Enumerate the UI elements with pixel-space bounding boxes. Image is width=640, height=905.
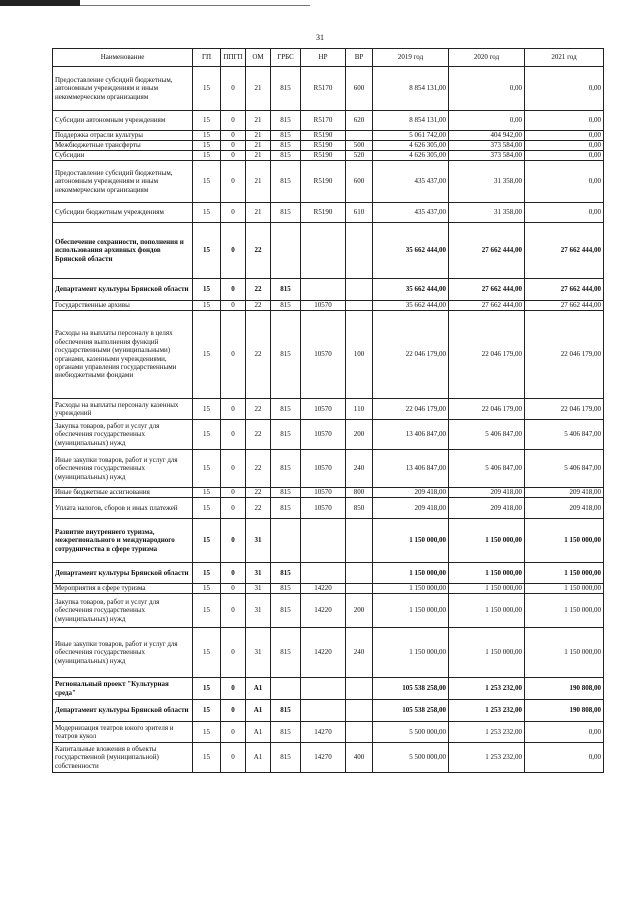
header-gp: ГП bbox=[193, 49, 221, 67]
cell-ppgp: 0 bbox=[221, 519, 246, 563]
cell-nr: 14220 bbox=[301, 628, 346, 678]
cell-y2021: 5 406 847,00 bbox=[525, 450, 604, 488]
header-nr: НР bbox=[301, 49, 346, 67]
cell-y2020: 1 150 000,00 bbox=[449, 519, 525, 563]
cell-ppgp: 0 bbox=[221, 141, 246, 151]
cell-y2021: 27 662 444,00 bbox=[525, 223, 604, 279]
cell-y2020: 1 253 232,00 bbox=[449, 743, 525, 773]
cell-vr bbox=[346, 700, 373, 722]
cell-om: 22 bbox=[246, 311, 271, 399]
table-row bbox=[53, 311, 604, 399]
cell-y2020: 404 942,00 bbox=[449, 131, 525, 141]
cell-ppgp: 0 bbox=[221, 488, 246, 498]
cell-nr bbox=[301, 563, 346, 584]
cell-om: 22 bbox=[246, 301, 271, 311]
cell-ppgp: 0 bbox=[221, 563, 246, 584]
cell-vr bbox=[346, 301, 373, 311]
cell-name: Иные закупки товаров, работ и услуг для обеспечения государственных (муниципальных) нужд bbox=[53, 628, 193, 678]
cell-gp: 15 bbox=[193, 131, 221, 141]
cell-grbs bbox=[271, 678, 301, 700]
cell-y2020: 1 150 000,00 bbox=[449, 563, 525, 584]
cell-gp: 15 bbox=[193, 141, 221, 151]
cell-y2020: 1 150 000,00 bbox=[449, 628, 525, 678]
cell-vr: 800 bbox=[346, 488, 373, 498]
cell-ppgp: 0 bbox=[221, 399, 246, 420]
cell-om: 22 bbox=[246, 223, 271, 279]
cell-ppgp: 0 bbox=[221, 584, 246, 594]
cell-y2019: 5 500 000,00 bbox=[373, 722, 449, 743]
cell-nr: R5170 bbox=[301, 111, 346, 131]
cell-name: Департамент культуры Брянской области bbox=[53, 563, 193, 584]
cell-om: A1 bbox=[246, 700, 271, 722]
cell-name: Субсидии bbox=[53, 151, 193, 161]
cell-y2019: 209 418,00 bbox=[373, 498, 449, 519]
cell-y2020: 5 406 847,00 bbox=[449, 420, 525, 450]
cell-y2019: 1 150 000,00 bbox=[373, 563, 449, 584]
cell-om: 31 bbox=[246, 628, 271, 678]
cell-y2019: 35 662 444,00 bbox=[373, 279, 449, 301]
cell-name: Расходы на выплаты персоналу казенных учреждений bbox=[53, 399, 193, 420]
cell-vr: 520 bbox=[346, 151, 373, 161]
table-row bbox=[53, 279, 604, 301]
table-row bbox=[53, 488, 604, 498]
cell-nr: 14270 bbox=[301, 722, 346, 743]
cell-y2021: 0,00 bbox=[525, 743, 604, 773]
cell-name: Предоставление субсидий бюджетным, автономным учреждениям и иным некоммерческим организациям bbox=[53, 161, 193, 203]
header-name: Наименование bbox=[53, 49, 193, 67]
cell-nr: 14270 bbox=[301, 743, 346, 773]
cell-y2019: 4 626 305,00 bbox=[373, 141, 449, 151]
cell-y2019: 1 150 000,00 bbox=[373, 628, 449, 678]
header-2020: 2020 год bbox=[449, 49, 525, 67]
cell-y2020: 1 253 232,00 bbox=[449, 678, 525, 700]
cell-y2021: 22 046 179,00 bbox=[525, 399, 604, 420]
cell-grbs: 815 bbox=[271, 151, 301, 161]
cell-y2019: 8 854 131,00 bbox=[373, 67, 449, 111]
cell-y2020: 373 584,00 bbox=[449, 151, 525, 161]
cell-gp: 15 bbox=[193, 279, 221, 301]
cell-y2019: 1 150 000,00 bbox=[373, 594, 449, 628]
table-row bbox=[53, 519, 604, 563]
cell-grbs: 815 bbox=[271, 111, 301, 131]
cell-nr bbox=[301, 279, 346, 301]
cell-y2021: 0,00 bbox=[525, 161, 604, 203]
cell-y2019: 105 538 258,00 bbox=[373, 678, 449, 700]
cell-gp: 15 bbox=[193, 301, 221, 311]
cell-y2019: 13 406 847,00 bbox=[373, 420, 449, 450]
cell-gp: 15 bbox=[193, 700, 221, 722]
cell-name: Мероприятия в сфере туризма bbox=[53, 584, 193, 594]
cell-y2020: 0,00 bbox=[449, 111, 525, 131]
cell-grbs: 815 bbox=[271, 67, 301, 111]
cell-gp: 15 bbox=[193, 678, 221, 700]
cell-vr bbox=[346, 678, 373, 700]
cell-y2021: 0,00 bbox=[525, 111, 604, 131]
cell-grbs: 815 bbox=[271, 498, 301, 519]
table-row bbox=[53, 223, 604, 279]
cell-nr bbox=[301, 519, 346, 563]
cell-gp: 15 bbox=[193, 594, 221, 628]
cell-grbs: 815 bbox=[271, 722, 301, 743]
cell-vr: 240 bbox=[346, 450, 373, 488]
cell-gp: 15 bbox=[193, 151, 221, 161]
table-row bbox=[53, 722, 604, 743]
table-row bbox=[53, 584, 604, 594]
cell-nr: R5190 bbox=[301, 203, 346, 223]
cell-name: Закупка товаров, работ и услуг для обеспечения государственных (муниципальных) нужд bbox=[53, 594, 193, 628]
table-row bbox=[53, 67, 604, 111]
cell-om: 22 bbox=[246, 420, 271, 450]
cell-name: Департамент культуры Брянской области bbox=[53, 700, 193, 722]
cell-vr: 200 bbox=[346, 420, 373, 450]
cell-grbs: 815 bbox=[271, 563, 301, 584]
cell-name: Субсидии бюджетным учреждениям bbox=[53, 203, 193, 223]
cell-gp: 15 bbox=[193, 584, 221, 594]
cell-y2021: 5 406 847,00 bbox=[525, 420, 604, 450]
cell-grbs: 815 bbox=[271, 628, 301, 678]
cell-gp: 15 bbox=[193, 563, 221, 584]
header-ppgp: ППГП bbox=[221, 49, 246, 67]
cell-vr: 610 bbox=[346, 203, 373, 223]
cell-y2021: 0,00 bbox=[525, 203, 604, 223]
cell-ppgp: 0 bbox=[221, 151, 246, 161]
cell-nr: R5170 bbox=[301, 67, 346, 111]
cell-om: 22 bbox=[246, 399, 271, 420]
table-row bbox=[53, 450, 604, 488]
cell-vr: 620 bbox=[346, 111, 373, 131]
cell-y2021: 22 046 179,00 bbox=[525, 311, 604, 399]
cell-vr bbox=[346, 131, 373, 141]
cell-y2019: 5 500 000,00 bbox=[373, 743, 449, 773]
cell-om: 21 bbox=[246, 141, 271, 151]
scan-artifact-line bbox=[80, 5, 310, 6]
cell-grbs: 815 bbox=[271, 584, 301, 594]
cell-gp: 15 bbox=[193, 498, 221, 519]
cell-ppgp: 0 bbox=[221, 111, 246, 131]
cell-y2021: 27 662 444,00 bbox=[525, 301, 604, 311]
table-row bbox=[53, 131, 604, 141]
cell-y2021: 27 662 444,00 bbox=[525, 279, 604, 301]
cell-grbs bbox=[271, 519, 301, 563]
cell-vr bbox=[346, 584, 373, 594]
cell-vr: 200 bbox=[346, 594, 373, 628]
cell-y2019: 5 061 742,00 bbox=[373, 131, 449, 141]
cell-grbs: 815 bbox=[271, 700, 301, 722]
cell-name: Обеспечение сохранности, пополнения и использования архивных фондов Брянской области bbox=[53, 223, 193, 279]
cell-vr: 500 bbox=[346, 141, 373, 151]
table-header-row bbox=[53, 49, 604, 67]
cell-gp: 15 bbox=[193, 722, 221, 743]
cell-y2019: 13 406 847,00 bbox=[373, 450, 449, 488]
cell-vr bbox=[346, 279, 373, 301]
table-row bbox=[53, 161, 604, 203]
cell-y2021: 1 150 000,00 bbox=[525, 563, 604, 584]
cell-gp: 15 bbox=[193, 399, 221, 420]
table-row bbox=[53, 700, 604, 722]
cell-y2020: 373 584,00 bbox=[449, 141, 525, 151]
cell-om: 21 bbox=[246, 67, 271, 111]
cell-ppgp: 0 bbox=[221, 628, 246, 678]
cell-grbs: 815 bbox=[271, 743, 301, 773]
cell-gp: 15 bbox=[193, 628, 221, 678]
cell-y2021: 209 418,00 bbox=[525, 488, 604, 498]
cell-grbs: 815 bbox=[271, 399, 301, 420]
header-2019: 2019 год bbox=[373, 49, 449, 67]
cell-gp: 15 bbox=[193, 420, 221, 450]
header-vr: ВР bbox=[346, 49, 373, 67]
cell-y2019: 35 662 444,00 bbox=[373, 301, 449, 311]
cell-grbs: 815 bbox=[271, 279, 301, 301]
cell-ppgp: 0 bbox=[221, 67, 246, 111]
cell-y2020: 27 662 444,00 bbox=[449, 279, 525, 301]
cell-vr bbox=[346, 519, 373, 563]
cell-y2021: 0,00 bbox=[525, 67, 604, 111]
cell-ppgp: 0 bbox=[221, 743, 246, 773]
cell-vr: 110 bbox=[346, 399, 373, 420]
cell-y2021: 0,00 bbox=[525, 722, 604, 743]
cell-om: 22 bbox=[246, 450, 271, 488]
cell-name: Развитие внутреннего туризма, межрегионального и международного сотрудничества в сфере туризма bbox=[53, 519, 193, 563]
cell-y2021: 1 150 000,00 bbox=[525, 584, 604, 594]
cell-y2019: 209 418,00 bbox=[373, 488, 449, 498]
cell-y2021: 1 150 000,00 bbox=[525, 594, 604, 628]
cell-y2019: 1 150 000,00 bbox=[373, 519, 449, 563]
cell-y2020: 1 150 000,00 bbox=[449, 594, 525, 628]
cell-grbs: 815 bbox=[271, 203, 301, 223]
cell-vr: 400 bbox=[346, 743, 373, 773]
cell-om: 31 bbox=[246, 594, 271, 628]
cell-y2021: 0,00 bbox=[525, 151, 604, 161]
cell-gp: 15 bbox=[193, 203, 221, 223]
cell-y2020: 209 418,00 bbox=[449, 488, 525, 498]
cell-nr: 14220 bbox=[301, 584, 346, 594]
cell-om: 21 bbox=[246, 131, 271, 141]
cell-y2019: 1 150 000,00 bbox=[373, 584, 449, 594]
table-row bbox=[53, 111, 604, 131]
table-row bbox=[53, 678, 604, 700]
cell-nr bbox=[301, 700, 346, 722]
cell-name: Капитальные вложения в объекты государственной (муниципальной) собственности bbox=[53, 743, 193, 773]
cell-y2020: 22 046 179,00 bbox=[449, 399, 525, 420]
budget-table bbox=[52, 48, 604, 773]
cell-grbs: 815 bbox=[271, 420, 301, 450]
cell-nr: 14220 bbox=[301, 594, 346, 628]
cell-name: Иные бюджетные ассигнования bbox=[53, 488, 193, 498]
cell-nr: 10570 bbox=[301, 488, 346, 498]
header-grbs: ГРБС bbox=[271, 49, 301, 67]
cell-gp: 15 bbox=[193, 311, 221, 399]
cell-y2019: 4 626 305,00 bbox=[373, 151, 449, 161]
cell-grbs: 815 bbox=[271, 131, 301, 141]
cell-y2019: 22 046 179,00 bbox=[373, 311, 449, 399]
cell-y2021: 209 418,00 bbox=[525, 498, 604, 519]
table-row bbox=[53, 498, 604, 519]
cell-vr: 600 bbox=[346, 161, 373, 203]
cell-ppgp: 0 bbox=[221, 722, 246, 743]
page-number: 31 bbox=[316, 33, 324, 42]
cell-ppgp: 0 bbox=[221, 450, 246, 488]
cell-ppgp: 0 bbox=[221, 678, 246, 700]
cell-y2020: 209 418,00 bbox=[449, 498, 525, 519]
cell-name: Уплата налогов, сборов и иных платежей bbox=[53, 498, 193, 519]
cell-vr bbox=[346, 722, 373, 743]
cell-grbs: 815 bbox=[271, 141, 301, 151]
cell-grbs: 815 bbox=[271, 301, 301, 311]
cell-ppgp: 0 bbox=[221, 594, 246, 628]
cell-ppgp: 0 bbox=[221, 131, 246, 141]
cell-name: Региональный проект "Культурная среда" bbox=[53, 678, 193, 700]
cell-nr: 10570 bbox=[301, 498, 346, 519]
cell-y2020: 27 662 444,00 bbox=[449, 301, 525, 311]
cell-name: Межбюджетные трансферты bbox=[53, 141, 193, 151]
cell-vr: 100 bbox=[346, 311, 373, 399]
cell-y2020: 0,00 bbox=[449, 67, 525, 111]
cell-y2020: 27 662 444,00 bbox=[449, 223, 525, 279]
cell-y2020: 5 406 847,00 bbox=[449, 450, 525, 488]
cell-om: 22 bbox=[246, 488, 271, 498]
cell-om: A1 bbox=[246, 722, 271, 743]
cell-name: Модернизация театров юного зрителя и театров кукол bbox=[53, 722, 193, 743]
cell-gp: 15 bbox=[193, 223, 221, 279]
cell-name: Департамент культуры Брянской области bbox=[53, 279, 193, 301]
cell-vr: 600 bbox=[346, 67, 373, 111]
cell-y2021: 1 150 000,00 bbox=[525, 519, 604, 563]
table-row bbox=[53, 399, 604, 420]
cell-grbs: 815 bbox=[271, 161, 301, 203]
cell-y2021: 190 808,00 bbox=[525, 678, 604, 700]
cell-name: Иные закупки товаров, работ и услуг для обеспечения государственных (муниципальных) нужд bbox=[53, 450, 193, 488]
cell-gp: 15 bbox=[193, 743, 221, 773]
cell-y2021: 0,00 bbox=[525, 141, 604, 151]
cell-nr: 10570 bbox=[301, 399, 346, 420]
table-row bbox=[53, 151, 604, 161]
cell-om: 21 bbox=[246, 161, 271, 203]
cell-om: 31 bbox=[246, 584, 271, 594]
cell-y2020: 22 046 179,00 bbox=[449, 311, 525, 399]
cell-name: Закупка товаров, работ и услуг для обеспечения государственных (муниципальных) нужд bbox=[53, 420, 193, 450]
cell-grbs bbox=[271, 223, 301, 279]
cell-om: A1 bbox=[246, 743, 271, 773]
cell-om: 21 bbox=[246, 151, 271, 161]
cell-ppgp: 0 bbox=[221, 161, 246, 203]
cell-grbs: 815 bbox=[271, 311, 301, 399]
cell-ppgp: 0 bbox=[221, 700, 246, 722]
cell-y2020: 1 150 000,00 bbox=[449, 584, 525, 594]
cell-gp: 15 bbox=[193, 519, 221, 563]
cell-name: Государственные архивы bbox=[53, 301, 193, 311]
cell-nr: R5190 bbox=[301, 141, 346, 151]
cell-name: Субсидии автономным учреждениям bbox=[53, 111, 193, 131]
cell-ppgp: 0 bbox=[221, 420, 246, 450]
cell-y2021: 0,00 bbox=[525, 131, 604, 141]
cell-om: 31 bbox=[246, 519, 271, 563]
table-row bbox=[53, 743, 604, 773]
table-row bbox=[53, 141, 604, 151]
cell-om: 21 bbox=[246, 203, 271, 223]
cell-ppgp: 0 bbox=[221, 301, 246, 311]
cell-gp: 15 bbox=[193, 161, 221, 203]
header-2021: 2021 год bbox=[525, 49, 604, 67]
header-om: ОМ bbox=[246, 49, 271, 67]
table-row bbox=[53, 301, 604, 311]
cell-y2019: 435 437,00 bbox=[373, 161, 449, 203]
cell-gp: 15 bbox=[193, 111, 221, 131]
cell-nr bbox=[301, 678, 346, 700]
cell-gp: 15 bbox=[193, 67, 221, 111]
cell-nr: 10570 bbox=[301, 301, 346, 311]
cell-om: 22 bbox=[246, 279, 271, 301]
cell-ppgp: 0 bbox=[221, 223, 246, 279]
cell-ppgp: 0 bbox=[221, 203, 246, 223]
cell-nr bbox=[301, 223, 346, 279]
cell-gp: 15 bbox=[193, 488, 221, 498]
cell-om: 21 bbox=[246, 111, 271, 131]
cell-y2021: 190 808,00 bbox=[525, 700, 604, 722]
cell-vr bbox=[346, 223, 373, 279]
cell-y2021: 1 150 000,00 bbox=[525, 628, 604, 678]
table-row bbox=[53, 203, 604, 223]
cell-ppgp: 0 bbox=[221, 311, 246, 399]
cell-grbs: 815 bbox=[271, 488, 301, 498]
cell-gp: 15 bbox=[193, 450, 221, 488]
cell-nr: 10570 bbox=[301, 311, 346, 399]
table-row bbox=[53, 563, 604, 584]
cell-ppgp: 0 bbox=[221, 498, 246, 519]
cell-vr bbox=[346, 563, 373, 584]
cell-y2020: 1 253 232,00 bbox=[449, 722, 525, 743]
cell-name: Предоставление субсидий бюджетным, автономным учреждениям и иным некоммерческим организациям bbox=[53, 67, 193, 111]
cell-grbs: 815 bbox=[271, 594, 301, 628]
cell-vr: 850 bbox=[346, 498, 373, 519]
cell-nr: 10570 bbox=[301, 420, 346, 450]
table-row bbox=[53, 594, 604, 628]
cell-om: 22 bbox=[246, 498, 271, 519]
scan-artifact-bar bbox=[0, 0, 80, 6]
cell-nr: R5190 bbox=[301, 131, 346, 141]
cell-ppgp: 0 bbox=[221, 279, 246, 301]
cell-y2019: 35 662 444,00 bbox=[373, 223, 449, 279]
table-row bbox=[53, 420, 604, 450]
cell-grbs: 815 bbox=[271, 450, 301, 488]
cell-y2019: 435 437,00 bbox=[373, 203, 449, 223]
cell-y2020: 31 358,00 bbox=[449, 161, 525, 203]
cell-name: Расходы на выплаты персоналу в целях обеспечения выполнения функций государственными (муниципальными) органами, казенными учреждениями, органами управления государственными внебюджетными фондами bbox=[53, 311, 193, 399]
cell-nr: R5190 bbox=[301, 161, 346, 203]
cell-y2019: 105 538 258,00 bbox=[373, 700, 449, 722]
cell-y2020: 31 358,00 bbox=[449, 203, 525, 223]
cell-nr: R5190 bbox=[301, 151, 346, 161]
cell-om: 31 bbox=[246, 563, 271, 584]
cell-y2019: 22 046 179,00 bbox=[373, 399, 449, 420]
table-row bbox=[53, 628, 604, 678]
cell-nr: 10570 bbox=[301, 450, 346, 488]
cell-om: A1 bbox=[246, 678, 271, 700]
cell-y2019: 8 854 131,00 bbox=[373, 111, 449, 131]
cell-vr: 240 bbox=[346, 628, 373, 678]
cell-name: Поддержка отрасли культуры bbox=[53, 131, 193, 141]
cell-y2020: 1 253 232,00 bbox=[449, 700, 525, 722]
